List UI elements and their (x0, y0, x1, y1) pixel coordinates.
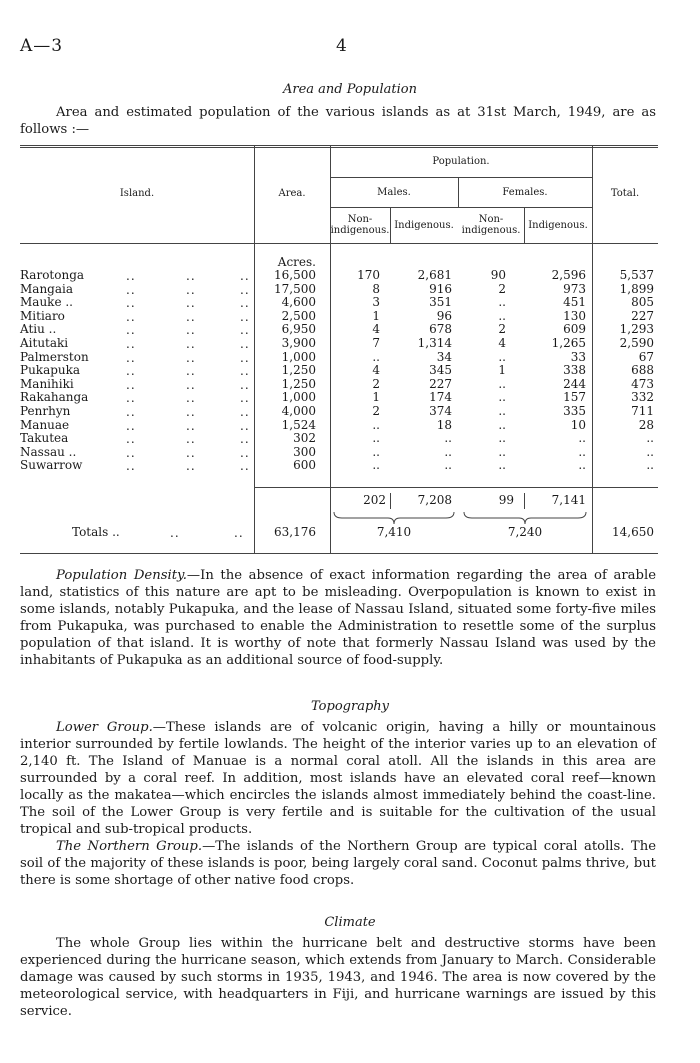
m-non-line1: Non- (347, 214, 373, 225)
m-non-value: 4 (372, 363, 380, 378)
f-ind-value: 33 (570, 349, 586, 364)
total-value: 227 (631, 308, 654, 323)
area-value: 1,250 (281, 376, 316, 391)
leader-dots: .. (186, 432, 196, 447)
area-value: 1,250 (281, 363, 316, 378)
total-value: 332 (631, 390, 654, 405)
topography-title: Topography (311, 699, 389, 714)
leader-dots: .. (186, 323, 196, 338)
area-value: 2,500 (281, 308, 316, 323)
f-non-value: 4 (498, 336, 506, 350)
table-top-rule-2 (20, 147, 658, 148)
island-name: Suwarrow (20, 458, 83, 473)
leader-dots: .. (240, 337, 250, 351)
leader-dots: .. (126, 296, 136, 311)
island-name: Mangaia (20, 281, 73, 296)
table-bottom-rule (20, 553, 658, 554)
header-area: Area. (278, 188, 306, 199)
m-ind-value: 678 (429, 322, 452, 337)
header-m-indigenous: Indigenous. (394, 220, 454, 231)
subtotal-f-non: 99 (498, 493, 514, 507)
island-name: Nassau .. (20, 444, 77, 459)
f-ind-value: 2,596 (551, 268, 586, 282)
f-non-line2: indigenous. (461, 225, 521, 236)
f-ind-value: 609 (563, 322, 586, 337)
climate-title: Climate (324, 915, 376, 930)
m-ind-value: 351 (429, 295, 452, 310)
area-value: 300 (293, 444, 316, 459)
f-ind-value: 244 (563, 376, 586, 391)
area-value: 600 (293, 458, 316, 473)
f-non-value: .. (498, 404, 506, 418)
total-value: 688 (631, 363, 654, 378)
f-non-value: .. (498, 308, 506, 323)
leader-dots: .. (240, 391, 250, 406)
m-ind-value: 2,681 (417, 268, 452, 282)
climate-text: The whole Group lies within the hurricane belt and destructive storms have been experienced during the hurricane season, which extends from January to March. Considerable damage was caused by such storms in 1935, 1943, and 1946. The area is now covered by the meteorological service, with headquarters in Fiji, and hurricane warnings are issued by this service. (20, 936, 656, 1019)
island-name: Manuae (20, 417, 70, 432)
f-non-value: .. (498, 431, 506, 446)
m-non-value: 4 (372, 322, 380, 337)
leader-dots: .. (126, 309, 136, 324)
f-ind-value: 973 (563, 281, 586, 296)
m-non-value: 2 (372, 404, 380, 418)
table-top-rule (20, 145, 658, 146)
totals-label: Totals .. (72, 525, 120, 539)
total-value: 67 (638, 349, 654, 364)
area-population-intro (20, 104, 656, 138)
leader-dots: .. (240, 350, 250, 365)
leader-dots: .. (240, 377, 250, 392)
leader-dots: .. (126, 323, 136, 338)
area-population-title: Area and Population (283, 82, 417, 97)
leader-dots: .. (186, 391, 196, 406)
leader-dots: .. (186, 282, 196, 297)
m-non-value: 8 (372, 281, 380, 296)
leader-dots: .. (240, 309, 250, 324)
leader-dots: .. (186, 309, 196, 324)
total-value: 805 (631, 295, 654, 310)
m-ind-value: 1,314 (417, 336, 452, 350)
lower-group-lead: Lower Group. (56, 720, 153, 735)
f-non-value: .. (498, 295, 506, 310)
lower-group-text: —These islands are of volcanic origin, having a hilly or mountainous interior surrounded by fertile lowlands. The height of the interior varies up to an elevation of 2,140 ft. The Island of Manuae is a normal coral atoll. All the islands in this area are surrounded by a coral reef. In addition, most islands have an elevated coral reef—known locally as the makatea—which encircles the islands almost immediately behind the coast-line. The soil of the Lower Group is very fertile and is suitable for the cultivation of the usual tropical and sub-tropical products. (20, 720, 656, 837)
island-name: Palmerston (20, 349, 89, 364)
island-name: Rarotonga (20, 268, 85, 282)
leader-dots: .. (240, 445, 250, 460)
m-non-value: 3 (372, 295, 380, 310)
leader-dots: .. (126, 337, 136, 351)
header-males: Males. (377, 187, 411, 198)
total-value: .. (646, 458, 654, 473)
m-non-value: .. (372, 417, 380, 432)
leader-dots: .. (186, 377, 196, 392)
m-ind-value: .. (444, 458, 452, 473)
island-name: Mauke .. (20, 295, 73, 310)
leader-dots: .. (126, 459, 136, 474)
total-value: .. (646, 431, 654, 446)
leader-dots: .. (240, 282, 250, 297)
header-island: Island. (119, 188, 155, 199)
island-name: Rakahanga (20, 390, 89, 405)
area-value: 1,000 (281, 349, 316, 364)
leader-dots: .. (186, 350, 196, 365)
f-non-value: .. (498, 444, 506, 459)
population-density-lead: Population Density. (56, 568, 187, 583)
leader-dots: .. (126, 350, 136, 365)
leader-dots: .. (126, 445, 136, 460)
totals-area: 63,176 (274, 525, 316, 539)
header-population: Population. (432, 156, 490, 167)
leader-dots: .. (126, 432, 136, 447)
island-name: Manihiki (20, 376, 74, 391)
total-value: 1,899 (619, 281, 654, 296)
m-ind-value: 916 (429, 281, 452, 296)
leader-dots: .. (240, 418, 250, 433)
subtotal-m-non: 202 (363, 493, 386, 507)
total-value: 28 (638, 417, 654, 432)
m-ind-value: 345 (429, 363, 452, 378)
leader-dots: .. (186, 418, 196, 433)
m-non-value: 1 (372, 390, 380, 405)
f-ind-value: 335 (563, 404, 586, 418)
area-value: 302 (293, 431, 316, 446)
f-ind-value: 451 (563, 295, 586, 310)
f-non-value: .. (498, 417, 506, 432)
m-non-line2: indigenous. (330, 225, 390, 236)
m-non-value: .. (372, 444, 380, 459)
leader-dots: .. (240, 364, 250, 379)
header-f-indigenous: Indigenous. (528, 220, 588, 231)
f-non-value: .. (498, 458, 506, 473)
leader-dots: .. (126, 418, 136, 433)
header-bottom-rule (20, 243, 658, 244)
leader-dots: .. (126, 282, 136, 297)
area-value: 3,900 (281, 336, 316, 350)
males-brace (332, 511, 456, 525)
leader-dots: .. (126, 377, 136, 392)
f-non-value: 90 (490, 268, 506, 282)
header-females: Females. (502, 187, 548, 198)
area-value: 17,500 (274, 281, 316, 296)
area-unit: Acres. (277, 255, 316, 269)
topography-section (20, 719, 656, 889)
leader-dots: .. (240, 323, 250, 338)
population-rule (330, 177, 592, 178)
f-non-value: .. (498, 376, 506, 391)
f-ind-value: 338 (563, 363, 586, 378)
island-name: Atiu .. (20, 322, 57, 337)
f-ind-value: 10 (570, 417, 586, 432)
totals-total: 14,650 (612, 525, 654, 539)
area-value: 1,524 (281, 417, 316, 432)
climate-section (20, 935, 656, 1020)
header-m-non-indigenous (330, 214, 390, 236)
island-name: Mitiaro (20, 308, 65, 323)
total-value: 1,293 (619, 322, 654, 337)
area-value: 4,600 (281, 295, 316, 310)
northern-group-text: —The islands of the Northern Group are typical coral atolls. The soil of the majority of these islands is poor, being largely coral sand. Coconut palms thrive, but there is some shortage of other native food crops. (20, 839, 656, 888)
m-ind-value: 374 (429, 404, 452, 418)
leader-dots: .. (186, 269, 196, 283)
total-value: 711 (631, 404, 654, 418)
island-name: Penrhyn (20, 404, 71, 418)
m-non-value: 7 (372, 336, 380, 350)
document-code: A—3 (20, 36, 64, 56)
header-f-non-indigenous (458, 214, 524, 236)
leader-dots: .. (126, 269, 136, 283)
m-non-value: .. (372, 458, 380, 473)
leader-dots: .. (186, 445, 196, 460)
f-non-line1: Non- (478, 214, 504, 225)
m-ind-value: 174 (429, 390, 452, 405)
m-ind-value: .. (444, 431, 452, 446)
f-ind-value: 1,265 (551, 336, 586, 350)
m-non-value: .. (372, 431, 380, 446)
island-name: Aitutaki (20, 336, 69, 350)
m-ind-value: 227 (429, 376, 452, 391)
m-ind-value: 96 (436, 308, 452, 323)
area-value: 1,000 (281, 390, 316, 405)
m-non-value: 170 (357, 268, 380, 282)
leader-dots: .. (186, 296, 196, 311)
page-number: 4 (336, 36, 347, 56)
northern-group-lead: The Northern Group. (56, 839, 203, 854)
m-ind-value: 34 (436, 349, 452, 364)
totals-males: 7,410 (376, 525, 412, 539)
leader-dots: .. (186, 405, 196, 419)
females-brace (462, 511, 588, 525)
population-density-text: —In the absence of exact information regarding the area of arable land, statistics of this nature are apt to be misleading. Overpopulation is known to exist in some islands, notably Pukapuka, and the lease of Nassau Island, situated some forty-five miles from Pukapuka, was purchased to enable the Administration to resettle some of the surplus population of that island. It is worthy of note that formerly Nassau Island was used by the inhabitants of Pukapuka as an additional source of food-supply. (20, 568, 656, 668)
island-name: Pukapuka (20, 363, 81, 378)
leader-dots: .. (186, 364, 196, 379)
leader-dots: .. (240, 432, 250, 447)
f-non-value: 2 (498, 322, 506, 337)
population-density-section (20, 567, 656, 669)
m-ind-value: .. (444, 444, 452, 459)
intro-text: Area and estimated population of the various islands as at 31st March, 1949, are as follows :— (20, 105, 656, 137)
f-non-value: 2 (498, 281, 506, 296)
leader-dots: .. (126, 391, 136, 406)
totals-leader-1: .. (170, 526, 180, 540)
area-value: 16,500 (274, 268, 316, 282)
total-value: 2,590 (619, 336, 654, 350)
subtotal-rule (254, 487, 658, 488)
area-value: 4,000 (281, 404, 316, 418)
area-value: 6,950 (281, 322, 316, 337)
total-value: .. (646, 444, 654, 459)
leader-dots: .. (240, 296, 250, 311)
f-ind-value: 157 (563, 390, 586, 405)
f-non-value: 1 (498, 363, 506, 378)
totals-females: 7,240 (507, 525, 543, 539)
f-non-value: .. (498, 390, 506, 405)
total-value: 473 (631, 376, 654, 391)
f-ind-value: .. (578, 458, 586, 473)
leader-dots: .. (240, 459, 250, 474)
m-non-value: 2 (372, 376, 380, 391)
m-non-value: 1 (372, 308, 380, 323)
m-non-value: .. (372, 349, 380, 364)
f-non-value: .. (498, 349, 506, 364)
island-name: Takutea (20, 431, 69, 446)
leader-dots: .. (186, 337, 196, 351)
header-total: Total. (610, 188, 640, 199)
leader-dots: .. (240, 405, 250, 419)
leader-dots: .. (126, 364, 136, 379)
f-ind-value: .. (578, 444, 586, 459)
subtotal-m-ind: 7,208 (417, 493, 452, 507)
sex-rule (330, 207, 592, 208)
f-ind-value: 130 (563, 308, 586, 323)
f-ind-value: .. (578, 431, 586, 446)
m-ind-value: 18 (436, 417, 452, 432)
leader-dots: .. (126, 405, 136, 419)
subtotal-f-ind: 7,141 (551, 493, 586, 507)
population-table (20, 145, 658, 557)
total-value: 5,537 (619, 268, 654, 282)
totals-leader-2: .. (234, 526, 244, 540)
leader-dots: .. (240, 269, 250, 283)
leader-dots: .. (186, 459, 196, 474)
